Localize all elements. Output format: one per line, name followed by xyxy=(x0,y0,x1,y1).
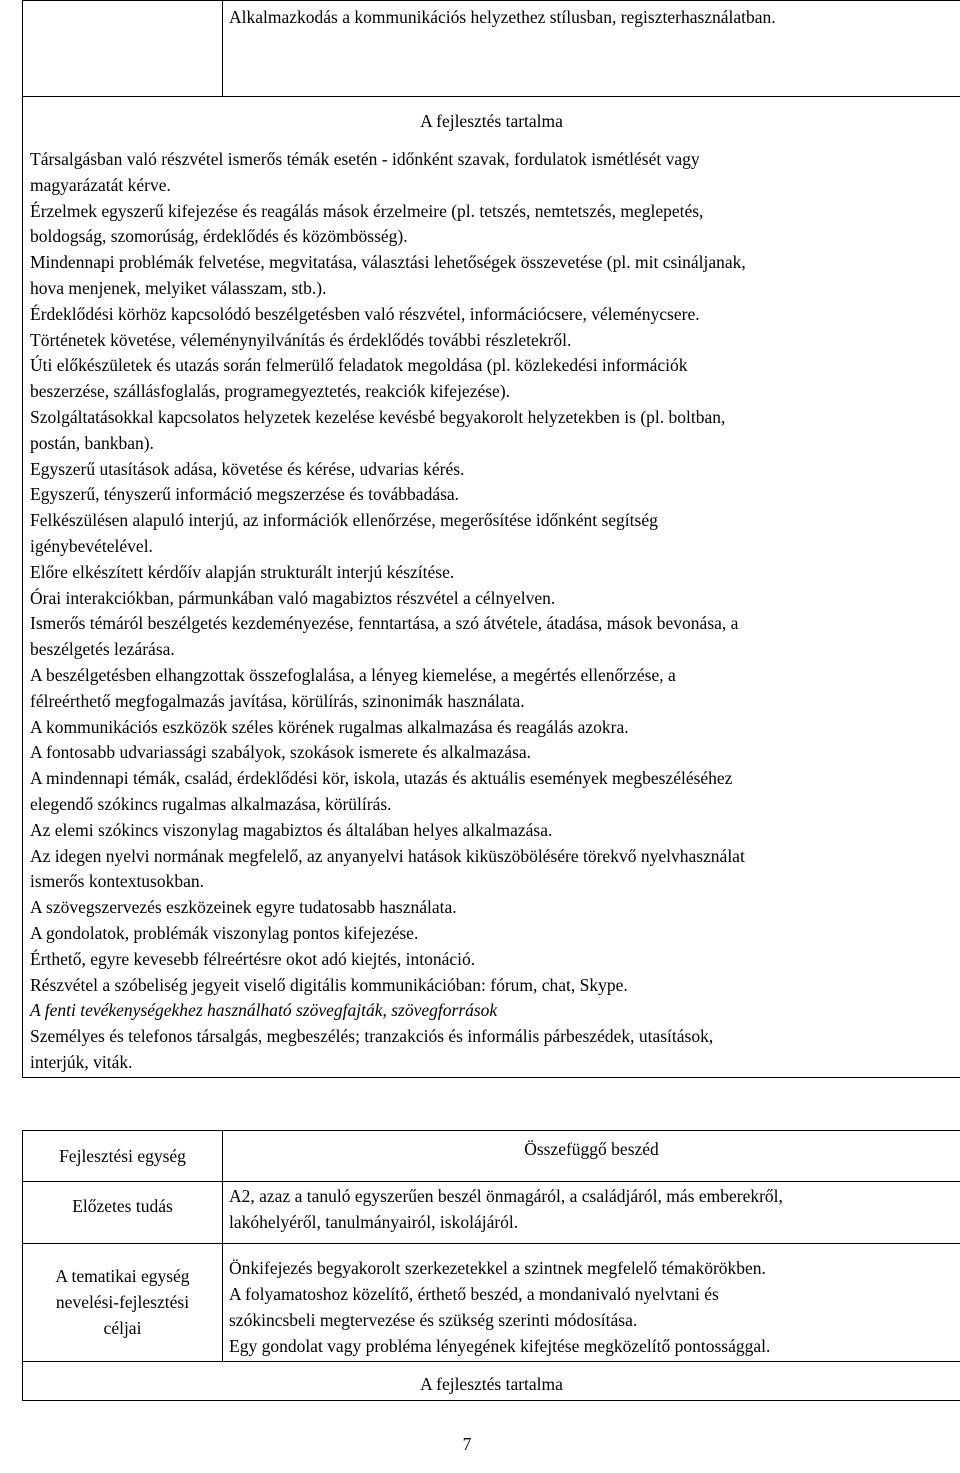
content-line: Órai interakciókban, pármunkában való magabiztos részvétel a célnyelven. xyxy=(30,587,556,608)
table2-heading: A fejlesztés tartalma xyxy=(420,1374,563,1394)
table2-goals-cell xyxy=(222,1243,960,1362)
content-line: beszerzése, szállásfoglalás, programegyeztetés, reakciók kifejezése). xyxy=(30,381,511,402)
table2-content-cell xyxy=(22,1361,960,1401)
content-line: félreérthető megfogalmazás javítása, körülírás, szinonimák használata. xyxy=(30,690,525,711)
content-line: hova menjenek, melyiket válasszam, stb.). xyxy=(30,278,327,298)
content-line: Érdeklődési körhöz kapcsolódó beszélgetésben való részvétel, információcsere, véleménycsere. xyxy=(30,303,700,324)
unit-title: Összefüggő beszéd xyxy=(524,1139,659,1159)
content-line: elegendő szókincs rugalmas alkalmazása, körülírás. xyxy=(30,794,392,814)
content-line: Az elemi szókincs viszonylag magabiztos és általában helyes alkalmazása. xyxy=(30,819,553,840)
content-line: A kommunikációs eszközök széles körének rugalmas alkalmazása és reagálás azokra. xyxy=(30,716,629,737)
table1-top-right-text: Alkalmazkodás a kommunikációs helyzethez stílusban, regiszterhasználatban. xyxy=(229,7,776,27)
table1-heading: A fejlesztés tartalma xyxy=(420,111,563,131)
content-line: boldogság, szomorúság, érdeklődés és közömbösség). xyxy=(30,226,408,247)
content-line: Az idegen nyelvi normának megfelelő, az anyanyelvi hatások kiküszöbölésére törekvő nyelvhasználat xyxy=(30,845,745,866)
goals-line: A folyamatoshoz közelítő, érthető beszéd, a mondanivaló nyelvtani és xyxy=(229,1284,719,1304)
text-type-line: interjúk, viták. xyxy=(30,1052,133,1072)
content-line: Mindennapi problémák felvetése, megvitatása, választási lehetőségek összevetése (pl. mit csináljanak, xyxy=(30,252,746,273)
content-line: Érzelmek egyszerű kifejezése és reagálás mások érzelmeire (pl. tetszés, nemtetszés, meglepetés, xyxy=(30,200,704,221)
table2-prior-cell xyxy=(222,1181,960,1244)
content-line: magyarázatát kérve. xyxy=(30,174,171,195)
content-line: Ismerős témáról beszélgetés kezdeményezése, fenntartása, a szó átvétele, átadása, mások bevonása, a xyxy=(30,613,739,634)
table1-left-cell xyxy=(22,0,223,97)
label-fejlesztesi-egyseg: Fejlesztési egység xyxy=(59,1146,186,1166)
table1-content-cell xyxy=(22,96,960,1078)
content-line: igénybevételével. xyxy=(30,536,153,556)
label-goals-line: céljai xyxy=(103,1318,142,1338)
text-type-line: Személyes és telefonos társalgás, megbeszélés; tranzakciós és informális párbeszédek, utasítások, xyxy=(30,1026,714,1047)
content-line: Egyszerű utasítások adása, követése és kérése, udvarias kérés. xyxy=(30,458,465,479)
content-line: Előre elkészített kérdőív alapján strukturált interjú készítése. xyxy=(30,561,455,582)
table2-unit-title-cell xyxy=(222,1130,960,1182)
content-line: Szolgáltatásokkal kapcsolatos helyzetek kezelése kevésbé begyakorolt helyzetekben is (pl. boltban, xyxy=(30,407,726,427)
content-line: Részvétel a szóbeliség jegyeit viselő digitális kommunikációban: fórum, chat, Skype. xyxy=(30,974,628,995)
content-line: A szövegszervezés eszközeinek egyre tudatosabb használata. xyxy=(30,897,457,918)
table1-right-cell xyxy=(222,0,960,97)
content-line: A fontosabb udvariassági szabályok, szokások ismerete és alkalmazása. xyxy=(30,742,532,763)
prior-line: A2, azaz a tanuló egyszerűen beszél önmagáról, a családjáról, más emberekről, xyxy=(229,1186,783,1206)
content-line: A gondolatok, problémák viszonylag pontos kifejezése. xyxy=(30,923,419,943)
content-line: A beszélgetésben elhangzottak összefoglalása, a lényeg kiemelése, a megértés ellenőrzése, a xyxy=(30,665,676,685)
goals-line: szókincsbeli megtervezése és szükség szerinti módosítása. xyxy=(229,1310,638,1330)
content-line: Úti előkészületek és utazás során felmerülő feladatok megoldása (pl. közlekedési információk xyxy=(30,355,688,376)
content-line: postán, bankban). xyxy=(30,432,154,453)
table2-label-goals-cell xyxy=(22,1243,223,1362)
content-line: Társalgásban való részvétel ismerős témák esetén - időnként szavak, fordulatok ismétlését vagy xyxy=(30,149,700,169)
italic-subheading: A fenti tevékenységekhez használható szövegfajták, szövegforrások xyxy=(30,1000,498,1021)
content-line: ismerős kontextusokban. xyxy=(30,871,205,892)
label-elozetes-tudas: Előzetes tudás xyxy=(72,1196,173,1216)
content-line: Érthető, egyre kevesebb félreértésre okot adó kiejtés, intonáció. xyxy=(30,948,476,969)
goals-line: Önkifejezés begyakorolt szerkezetekkel a szintnek megfelelő témakörökben. xyxy=(229,1258,766,1278)
label-goals-line: A tematikai egység xyxy=(55,1266,190,1286)
goals-line: Egy gondolat vagy probléma lényegének kifejtése megközelítő pontossággal. xyxy=(229,1336,771,1356)
label-goals-line: nevelési-fejlesztési xyxy=(55,1292,190,1312)
prior-line: lakóhelyéről, tanulmányairól, iskolájáról. xyxy=(229,1212,519,1232)
page-number: 7 xyxy=(462,1434,472,1454)
content-line: A mindennapi témák, család, érdeklődési kör, iskola, utazás és aktuális események megbeszéléséhez xyxy=(30,768,733,789)
table2-label-unit-cell xyxy=(22,1130,223,1182)
content-line: Egyszerű, tényszerű információ megszerzése és továbbadása. xyxy=(30,484,460,505)
content-line: Felkészülésen alapuló interjú, az információk ellenőrzése, megerősítése időnként segítség xyxy=(30,510,658,531)
content-line: Történetek követése, véleménynyilvánítás és érdeklődés további részletekről. xyxy=(30,329,572,350)
table2-label-prior-cell xyxy=(22,1181,223,1244)
content-line: beszélgetés lezárása. xyxy=(30,639,175,660)
